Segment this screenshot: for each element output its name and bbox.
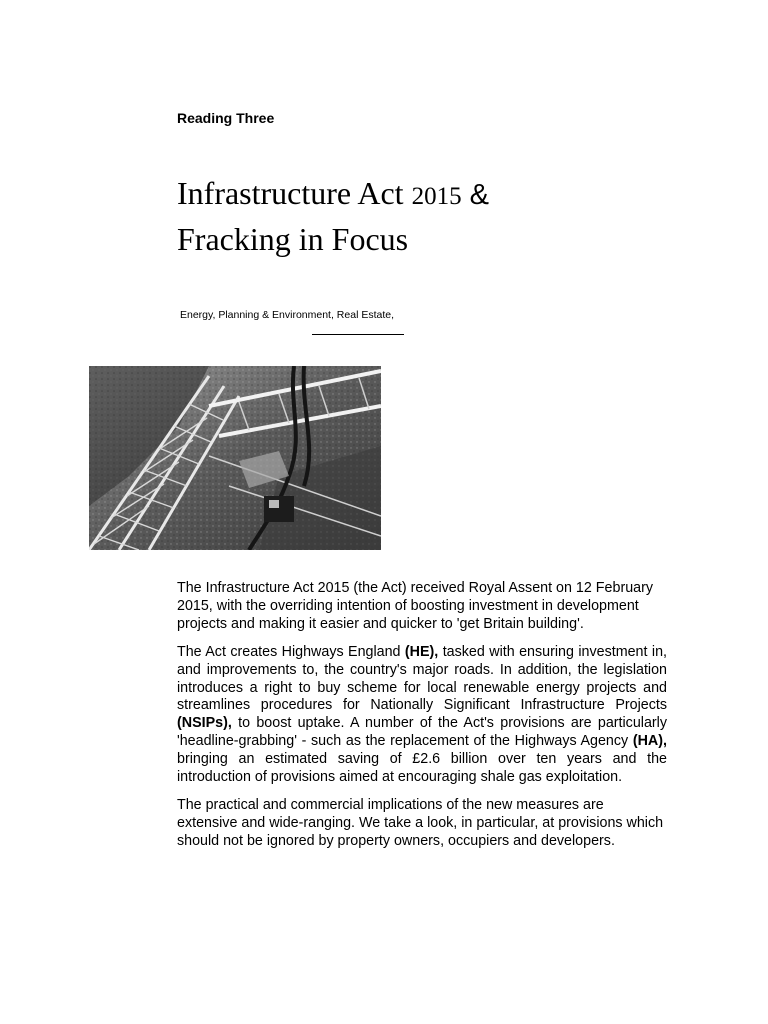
reading-label: Reading Three <box>177 110 275 126</box>
title-text: Infrastructure Act <box>177 175 412 211</box>
article-title <box>177 172 697 261</box>
divider-rule <box>312 334 404 335</box>
paragraph-text: to boost uptake. A number of the Act's provisions are particularly 'headline-grabbing' - such as the replacement of the Highways Agency <box>177 715 667 750</box>
paragraph-text: The Infrastructure Act 2015 (the Act) received Royal Assent on 12 February 2015, with the overriding intention of boosting investment in development projects and making it easier and quicker to 'get Britain building'. <box>177 580 654 632</box>
paragraph-text: The Act creates Highways England <box>177 643 405 660</box>
abbrev-he: (HE), <box>404 643 439 660</box>
drilling-rig-photo <box>89 366 381 550</box>
paragraph-text: bringing an estimated saving of £2.6 billion over ten years and the introduction of provisions aimed at encouraging shale gas exploitation. <box>177 751 667 786</box>
paragraph-1 <box>177 580 667 634</box>
title-line-1 <box>177 172 697 218</box>
rig-photo-illustration <box>89 366 381 550</box>
paragraph-3 <box>177 797 667 851</box>
title-year: 2015 <box>411 183 462 210</box>
abbrev-nsips: (NSIPs), <box>177 715 232 732</box>
title-line-2: Fracking in Focus <box>177 221 409 257</box>
title-ampersand: & <box>461 179 489 211</box>
paragraph-text: tasked with ensuring investment in, and improvements to, the country's major roads. In addition, the legislation introduces a right to buy scheme for local renewable energy projects and streamlines procedures for Nationally Significant Infrastructure Projects <box>177 643 667 714</box>
paragraph-2 <box>177 644 667 787</box>
article-body <box>177 580 667 861</box>
paragraph-text: The practical and commercial implications of the new measures are extensive and wide-ranging. We take a look, in particular, at provisions which should not be ignored by property owners, occupiers and developers. <box>177 796 664 849</box>
abbrev-ha: (HA), <box>632 733 667 750</box>
article-categories: Energy, Planning & Environment, Real Estate, <box>180 309 395 321</box>
